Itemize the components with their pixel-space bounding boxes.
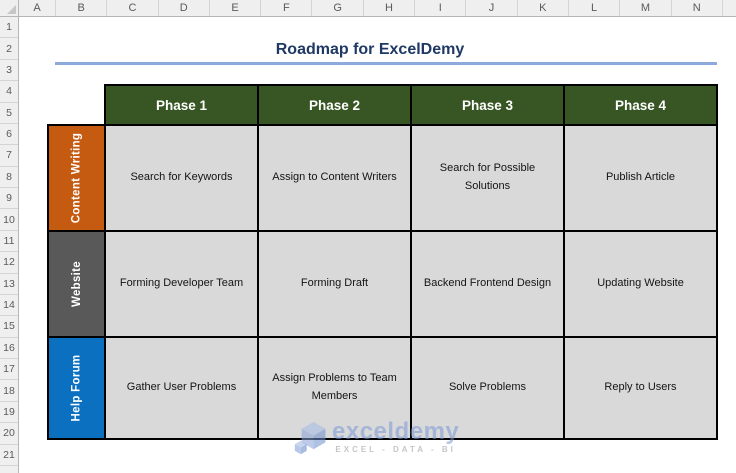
column-header[interactable]: L xyxy=(569,0,620,16)
track-label-text: Website xyxy=(70,261,83,307)
phase-header-cell[interactable]: Phase 4 xyxy=(565,86,716,124)
select-all-corner[interactable] xyxy=(0,0,19,17)
column-header[interactable]: G xyxy=(312,0,363,16)
track-label-text: Content Writing xyxy=(70,132,83,224)
row-header[interactable]: 17 xyxy=(0,359,18,380)
track-label[interactable] xyxy=(49,338,104,438)
row-header[interactable]: 13 xyxy=(0,274,18,295)
row-header[interactable]: 21 xyxy=(0,445,18,466)
roadmap-cell[interactable]: Solve Problems xyxy=(412,338,563,438)
row-header[interactable]: 10 xyxy=(0,209,18,230)
column-header[interactable]: M xyxy=(620,0,671,16)
roadmap-cell[interactable]: Search for Keywords xyxy=(106,126,257,230)
roadmap-cell[interactable]: Assign Problems to Team Members xyxy=(259,338,410,438)
row-header[interactable]: 18 xyxy=(0,380,18,401)
track-label[interactable] xyxy=(49,232,104,336)
phase-header-cell[interactable]: Phase 1 xyxy=(106,86,257,124)
track-label[interactable] xyxy=(49,126,104,230)
row-header[interactable]: 11 xyxy=(0,231,18,252)
roadmap-cell[interactable]: Assign to Content Writers xyxy=(259,126,410,230)
watermark-brand: exceldemy xyxy=(332,418,460,445)
row-header[interactable]: 16 xyxy=(0,338,18,359)
sheet-title[interactable]: Roadmap for ExcelDemy xyxy=(275,41,465,58)
column-header[interactable]: B xyxy=(56,0,107,16)
roadmap-cell[interactable]: Forming Developer Team xyxy=(106,232,257,336)
column-header[interactable]: C xyxy=(107,0,158,16)
title-underline xyxy=(55,62,717,65)
row-header[interactable]: 2 xyxy=(0,38,18,59)
column-header[interactable]: J xyxy=(466,0,517,16)
select-all-triangle-icon xyxy=(7,5,16,14)
row-header[interactable]: 12 xyxy=(0,252,18,273)
column-header[interactable]: N xyxy=(672,0,723,16)
row-header[interactable]: 20 xyxy=(0,423,18,444)
phase-header-cell[interactable]: Phase 2 xyxy=(259,86,410,124)
row-headers xyxy=(0,17,19,473)
row-header[interactable]: 7 xyxy=(0,145,18,166)
row-header[interactable]: 19 xyxy=(0,402,18,423)
column-header[interactable]: K xyxy=(518,0,569,16)
roadmap-cell[interactable]: Search for Possible Solutions xyxy=(412,126,563,230)
column-header[interactable]: H xyxy=(364,0,415,16)
row-header[interactable]: 3 xyxy=(0,60,18,81)
phase-header-cell[interactable]: Phase 3 xyxy=(412,86,563,124)
column-header[interactable]: F xyxy=(261,0,312,16)
track-label-text: Help Forum xyxy=(70,354,83,422)
roadmap-table xyxy=(47,124,718,440)
roadmap-cell[interactable]: Publish Article xyxy=(565,126,716,230)
roadmap-cell[interactable]: Forming Draft xyxy=(259,232,410,336)
column-headers xyxy=(19,0,736,17)
row-header[interactable]: 14 xyxy=(0,295,18,316)
roadmap-cell[interactable]: Reply to Users xyxy=(565,338,716,438)
column-header[interactable]: D xyxy=(159,0,210,16)
row-header[interactable]: 8 xyxy=(0,167,18,188)
column-header[interactable]: E xyxy=(210,0,261,16)
row-header[interactable]: 9 xyxy=(0,188,18,209)
row-header[interactable]: 6 xyxy=(0,124,18,145)
roadmap-cell[interactable]: Gather User Problems xyxy=(106,338,257,438)
roadmap-cell[interactable]: Backend Frontend Design xyxy=(412,232,563,336)
column-header[interactable]: A xyxy=(19,0,56,16)
row-header[interactable]: 15 xyxy=(0,316,18,337)
row-header[interactable]: 4 xyxy=(0,81,18,102)
row-header[interactable]: 1 xyxy=(0,17,18,38)
column-header[interactable]: I xyxy=(415,0,466,16)
phase-header-row xyxy=(104,84,718,126)
roadmap-cell[interactable]: Updating Website xyxy=(565,232,716,336)
row-header[interactable]: 5 xyxy=(0,103,18,124)
watermark-tagline: EXCEL - DATA - BI xyxy=(335,445,456,454)
